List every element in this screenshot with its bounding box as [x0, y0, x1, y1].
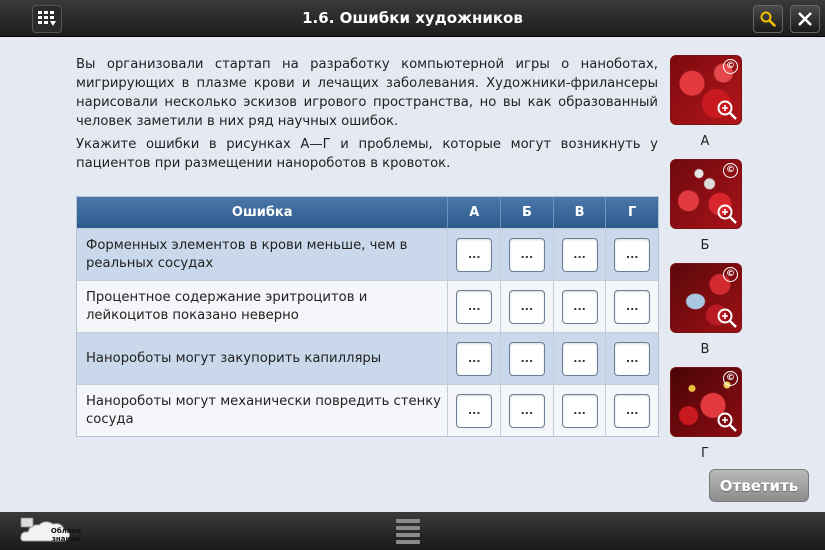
answer-field-v[interactable]: ... [562, 342, 598, 376]
zoom-in-icon[interactable] [716, 411, 738, 433]
zoom-in-icon[interactable] [716, 203, 738, 225]
answer-field-g[interactable]: ... [614, 342, 650, 376]
answer-field-a[interactable]: ... [456, 342, 492, 376]
image-thumbnail-b[interactable] [670, 159, 742, 229]
column-header-a: А [447, 197, 500, 228]
table-row [77, 280, 658, 332]
row-error-text: Нанороботы могут закупорить капилляры [86, 350, 382, 366]
image-thumbnail-a[interactable] [670, 55, 742, 125]
answer-field-b[interactable]: ... [509, 342, 545, 376]
row-error-text: Нанороботы могут механически повредить стенку сосуда [86, 393, 441, 427]
table-row [77, 332, 658, 384]
table-row [77, 384, 658, 436]
answer-field-b[interactable]: ... [509, 238, 545, 272]
column-header-error: Ошибка [231, 205, 293, 220]
answer-field-g[interactable]: ... [614, 238, 650, 272]
drag-handle-icon[interactable] [396, 516, 420, 546]
answer-field-a[interactable]: ... [456, 394, 492, 428]
logo-line-1: Облако [50, 527, 82, 535]
image-thumbnail-g[interactable] [670, 367, 742, 437]
copyright-icon: © [723, 59, 738, 74]
answer-field-g[interactable]: ... [614, 290, 650, 324]
intro-paragraph-1: Вы организовали стартап на разработку компьютерной игры о наноботах, мигрирующих в плазме крови и лечащих заболевания. Художники-фрилансеры нарисовали несколько эскизов игрового пространства, но вы как образованный человек заметили в них ряд научных ошибок. [76, 57, 658, 129]
answer-field-b[interactable]: ... [509, 394, 545, 428]
image-label-b: Б [700, 238, 710, 253]
answer-field-v[interactable]: ... [562, 394, 598, 428]
column-header-b: Б [500, 197, 553, 228]
intro-paragraph-2: Укажите ошибки в рисунках А—Г и проблемы, которые могут возникнуть у пациентов при размещении нанороботов в кровоток. [76, 137, 658, 171]
answer-field-g[interactable]: ... [614, 394, 650, 428]
image-label-v: В [700, 342, 710, 357]
page-title: 1.6. Ошибки художников [302, 9, 523, 27]
search-icon [759, 10, 777, 28]
answer-field-v[interactable]: ... [562, 238, 598, 272]
image-thumbnails [670, 55, 740, 471]
logo-line-2: знаний [51, 535, 81, 543]
zoom-in-icon[interactable] [716, 307, 738, 329]
task-description [76, 55, 658, 177]
answer-field-b[interactable]: ... [509, 290, 545, 324]
close-icon [797, 11, 813, 27]
copyright-icon: © [723, 163, 738, 178]
row-error-text: Форменных элементов в крови меньше, чем в реальных сосудах [86, 237, 408, 271]
image-thumbnail-v[interactable] [670, 263, 742, 333]
copyright-icon: © [723, 371, 738, 386]
top-bar [0, 0, 825, 37]
close-button[interactable] [790, 5, 820, 33]
table-header [77, 197, 658, 228]
column-header-v: В [553, 197, 606, 228]
bottom-bar [0, 512, 825, 550]
errors-table [76, 196, 659, 437]
copyright-icon: © [723, 267, 738, 282]
answer-field-a[interactable]: ... [456, 238, 492, 272]
search-button[interactable] [753, 5, 783, 33]
table-row [77, 228, 658, 280]
row-error-text: Процентное содержание эритроцитов и лейкоцитов показано неверно [86, 289, 368, 323]
content-area [0, 37, 825, 512]
image-label-a: А [700, 134, 710, 149]
answer-field-v[interactable]: ... [562, 290, 598, 324]
image-label-g: Г [701, 446, 709, 461]
answer-button[interactable]: Ответить [709, 469, 809, 502]
oblako-znaniy-logo [18, 515, 82, 547]
zoom-in-icon[interactable] [716, 99, 738, 121]
column-header-g: Г [605, 197, 658, 228]
answer-field-a[interactable]: ... [456, 290, 492, 324]
